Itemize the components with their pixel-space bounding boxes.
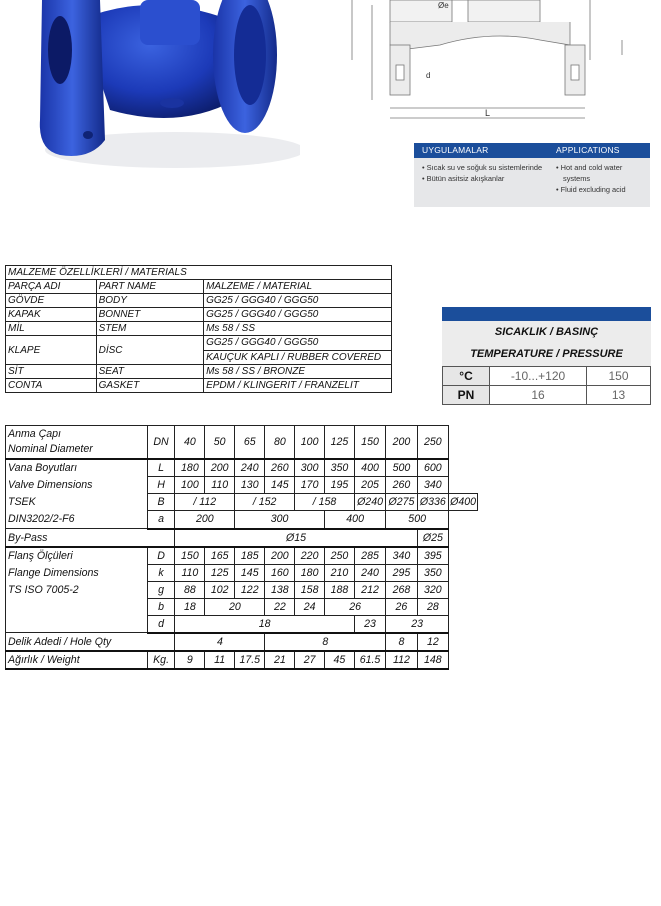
table-cell: GG25 / GGG40 / GGG50 <box>204 336 392 351</box>
table-cell: k <box>147 564 175 581</box>
applications-title-tr: UYGULAMALAR <box>422 145 489 155</box>
table-cell: BONNET <box>96 308 203 322</box>
table-cell: KLAPE <box>6 336 97 365</box>
table-cell: 125 <box>325 426 355 460</box>
table-cell: 210 <box>325 564 355 581</box>
table-cell: g <box>147 581 175 598</box>
table-cell: 250 <box>417 426 448 460</box>
table-cell: 65 <box>235 426 265 460</box>
valve-photo <box>0 0 300 175</box>
table-cell: 110 <box>175 564 205 581</box>
table-cell: 18 <box>175 615 354 633</box>
table-cell: 138 <box>265 581 295 598</box>
table-cell: Ø400 <box>449 494 478 511</box>
table-cell: 122 <box>235 581 265 598</box>
table-cell: 26 <box>386 598 417 615</box>
table-row <box>6 547 478 565</box>
table-cell: 125 <box>205 564 235 581</box>
table-cell: Ø336 <box>417 494 448 511</box>
dim-label-d: d <box>426 71 431 80</box>
table-cell: 188 <box>325 581 355 598</box>
table-cell: 11 <box>205 651 235 669</box>
table-cell: STEM <box>96 322 203 336</box>
table-cell: 212 <box>354 581 385 598</box>
table-cell: 148 <box>417 651 448 669</box>
dim-label-L: L <box>485 108 491 118</box>
table-cell: 165 <box>205 547 235 565</box>
table-row <box>6 322 392 336</box>
table-cell: KAUÇUK KAPLI / RUBBER COVERED <box>204 350 392 365</box>
applications-box <box>414 143 650 207</box>
table-cell: 500 <box>386 459 417 477</box>
table-cell: Ø25 <box>417 529 448 547</box>
table-cell: 320 <box>417 581 448 598</box>
tp-title-tr: SICAKLIK / BASINÇ <box>494 326 599 338</box>
table-cell: / 152 <box>235 494 295 511</box>
table-cell: EPDM / KLINGERIT / FRANZELIT <box>204 379 392 393</box>
table-cell: / 112 <box>175 494 235 511</box>
table-row <box>6 426 478 460</box>
table-cell: B <box>147 494 175 511</box>
table-cell: 24 <box>295 598 325 615</box>
table-cell: BODY <box>96 294 203 308</box>
temperature-pressure-box <box>442 307 651 405</box>
table-cell: 88 <box>175 581 205 598</box>
tp-header-bar <box>442 307 651 321</box>
table-cell: 300 <box>295 459 325 477</box>
table-cell: 200 <box>265 547 295 565</box>
table-cell: 220 <box>295 547 325 565</box>
dim-label-e: Øe <box>438 1 449 10</box>
table-cell: 26 <box>325 598 386 615</box>
table-cell: 150 <box>587 367 651 386</box>
list-item: • Bütün asitsiz akışkanlar <box>422 174 505 183</box>
table-cell: 112 <box>386 651 417 669</box>
table-cell: 50 <box>205 426 235 460</box>
header-part-tr: PARÇA ADI <box>6 280 97 294</box>
tp-table <box>442 366 651 405</box>
table-row <box>6 459 478 477</box>
table-cell: CONTA <box>6 379 97 393</box>
materials-table <box>5 265 392 393</box>
table-row <box>6 379 392 393</box>
table-cell: D <box>147 547 175 565</box>
tp-title <box>442 321 651 366</box>
table-cell: GG25 / GGG40 / GGG50 <box>204 294 392 308</box>
table-cell: SEAT <box>96 365 203 379</box>
table-cell: 260 <box>265 459 295 477</box>
table-cell: 400 <box>354 459 385 477</box>
table-row <box>6 280 392 294</box>
list-item: • Sıcak su ve soğuk su sistemlerinde <box>422 163 543 172</box>
table-cell: 340 <box>417 477 448 494</box>
list-item: • Hot and cold water systems <box>556 163 623 183</box>
table-cell: 100 <box>175 477 205 494</box>
table-row <box>6 529 478 547</box>
table-cell: 170 <box>295 477 325 494</box>
table-row <box>6 266 392 280</box>
list-item: • Fluid excluding acid <box>556 185 626 194</box>
table-cell: 340 <box>386 547 417 565</box>
table-cell: 100 <box>295 426 325 460</box>
table-cell: 150 <box>354 426 385 460</box>
table-cell: 260 <box>386 477 417 494</box>
table-cell: 250 <box>325 547 355 565</box>
table-cell: Ø15 <box>175 529 417 547</box>
table-cell: 350 <box>325 459 355 477</box>
table-cell: 400 <box>325 511 386 529</box>
weight-label: Ağırlık / Weight <box>6 651 148 669</box>
table-cell: 600 <box>417 459 448 477</box>
table-cell: 22 <box>265 598 295 615</box>
hole-qty-label: Delik Adedi / Hole Qty <box>6 633 175 651</box>
table-cell: Ms 58 / SS <box>204 322 392 336</box>
table-cell: Ø240 <box>354 494 385 511</box>
table-cell: 23 <box>386 615 449 633</box>
table-cell: 300 <box>235 511 325 529</box>
applications-list-tr <box>422 162 552 184</box>
table-cell: 17.5 <box>235 651 265 669</box>
table-cell: d <box>147 615 175 633</box>
table-cell: 13 <box>587 386 651 405</box>
materials-title: MALZEME ÖZELLİKLERİ / MATERIALS <box>6 266 392 280</box>
table-cell: -10...+120 <box>490 367 587 386</box>
table-cell: L <box>147 459 175 477</box>
table-cell: 150 <box>175 547 205 565</box>
table-cell: DN <box>147 426 175 460</box>
table-cell: 145 <box>265 477 295 494</box>
table-cell: 130 <box>235 477 265 494</box>
table-cell: 21 <box>265 651 295 669</box>
table-cell: KAPAK <box>6 308 97 322</box>
table-cell: 4 <box>175 633 265 651</box>
table-cell: 295 <box>386 564 417 581</box>
applications-title-en: APPLICATIONS <box>556 145 620 155</box>
table-cell: GG25 / GGG40 / GGG50 <box>204 308 392 322</box>
table-row <box>6 365 392 379</box>
table-cell: 185 <box>235 547 265 565</box>
table-row <box>443 386 651 405</box>
valve-dimensions-label: Vana Boyutları Valve Dimensions TSEK DIN3202/2-F6 <box>6 459 148 529</box>
table-cell: 395 <box>417 547 448 565</box>
table-row <box>6 633 478 651</box>
table-cell: 145 <box>235 564 265 581</box>
table-cell: GÖVDE <box>6 294 97 308</box>
table-cell: 40 <box>175 426 205 460</box>
table-row <box>6 336 392 351</box>
table-cell: 45 <box>325 651 355 669</box>
table-cell: °C <box>443 367 490 386</box>
dimensions-table <box>5 425 478 670</box>
table-cell: MİL <box>6 322 97 336</box>
table-cell: H <box>147 477 175 494</box>
applications-list-en <box>556 162 648 195</box>
header-part-en: PART NAME <box>96 280 203 294</box>
valve-technical-drawing <box>340 0 640 130</box>
table-cell: 200 <box>175 511 235 529</box>
table-cell: 180 <box>295 564 325 581</box>
table-cell: 285 <box>354 547 385 565</box>
table-cell: Ms 58 / SS / BRONZE <box>204 365 392 379</box>
table-cell: 180 <box>175 459 205 477</box>
table-cell: 16 <box>490 386 587 405</box>
table-cell: 18 <box>175 598 205 615</box>
table-cell: 200 <box>386 426 417 460</box>
table-cell: 80 <box>265 426 295 460</box>
table-cell: 61.5 <box>354 651 385 669</box>
table-cell: 268 <box>386 581 417 598</box>
table-cell: PN <box>443 386 490 405</box>
table-row <box>443 367 651 386</box>
table-cell: 500 <box>386 511 449 529</box>
table-cell: 12 <box>417 633 448 651</box>
header-material: MALZEME / MATERIAL <box>204 280 392 294</box>
table-cell: 240 <box>354 564 385 581</box>
table-cell: 20 <box>205 598 265 615</box>
table-cell: 160 <box>265 564 295 581</box>
table-cell: 158 <box>295 581 325 598</box>
table-cell: 28 <box>417 598 448 615</box>
table-cell: 8 <box>265 633 386 651</box>
table-row <box>6 308 392 322</box>
tp-title-en: TEMPERATURE / PRESSURE <box>470 348 623 360</box>
flange-dimensions-label: Flanş Ölçüleri Flange Dimensions TS ISO 7005-2 <box>6 547 148 633</box>
table-cell: Ø275 <box>386 494 417 511</box>
table-cell: DİSC <box>96 336 203 365</box>
table-cell: SİT <box>6 365 97 379</box>
table-cell: 200 <box>205 459 235 477</box>
table-cell: 23 <box>354 615 385 633</box>
table-cell: GASKET <box>96 379 203 393</box>
table-cell: a <box>147 511 175 529</box>
table-cell: 205 <box>354 477 385 494</box>
bypass-label: By-Pass <box>6 529 175 547</box>
table-row <box>6 651 478 669</box>
table-cell: b <box>147 598 175 615</box>
table-cell: / 158 <box>295 494 355 511</box>
table-cell: 110 <box>205 477 235 494</box>
table-cell: 9 <box>175 651 205 669</box>
table-cell: 27 <box>295 651 325 669</box>
nominal-diameter-label: Anma Çapı Nominal Diameter <box>6 426 148 460</box>
table-row <box>6 294 392 308</box>
table-cell: 8 <box>386 633 417 651</box>
table-cell: Kg. <box>147 651 175 669</box>
table-cell: 240 <box>235 459 265 477</box>
table-cell: 350 <box>417 564 448 581</box>
applications-header <box>414 143 650 158</box>
table-cell: 102 <box>205 581 235 598</box>
table-cell: 195 <box>325 477 355 494</box>
